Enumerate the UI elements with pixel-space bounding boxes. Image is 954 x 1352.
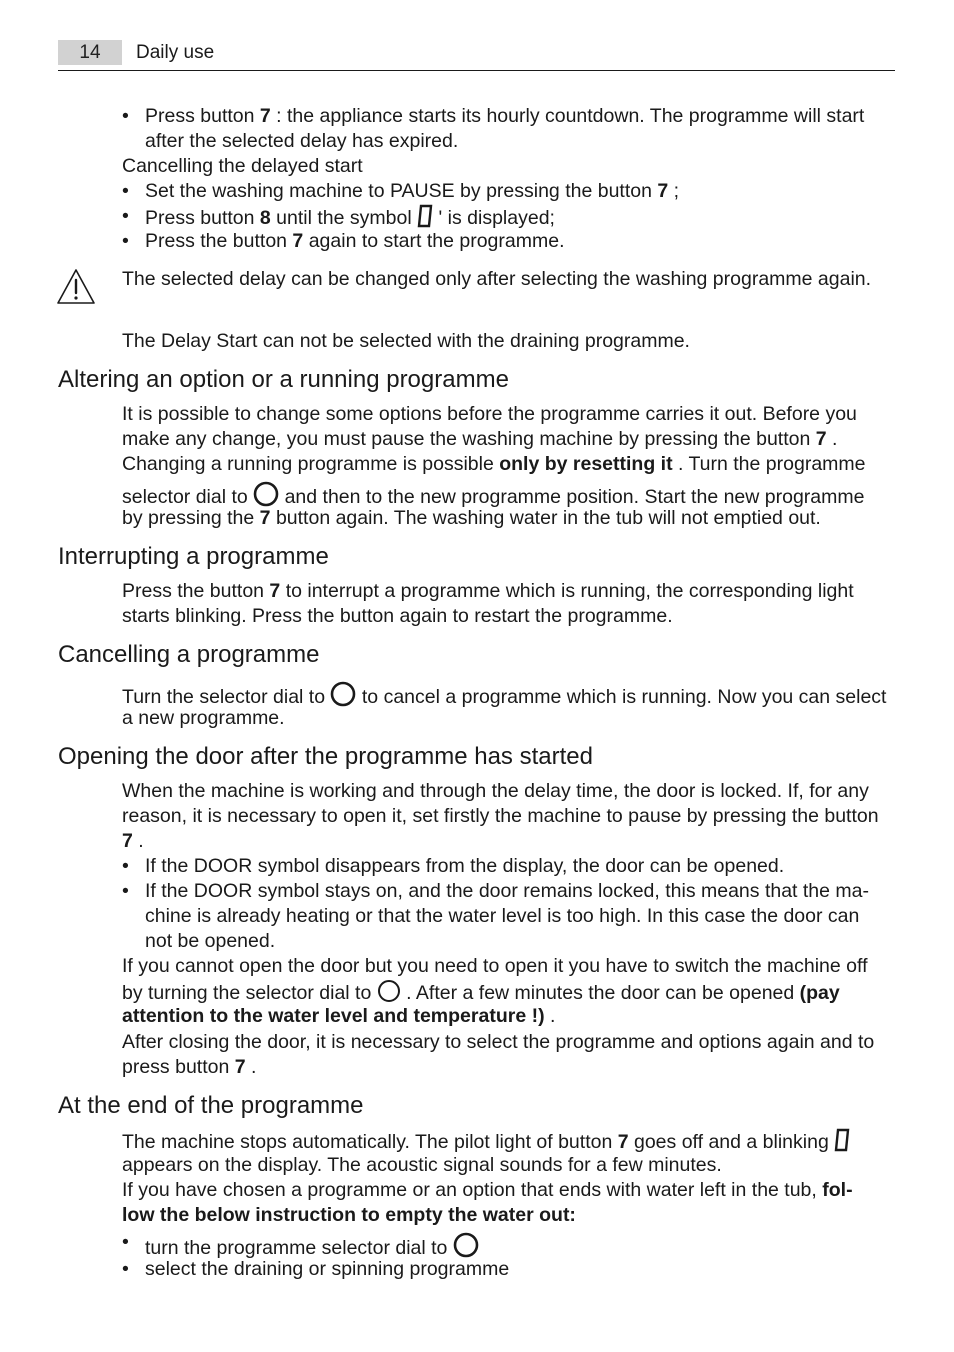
- door-bullet-2: If the DOOR symbol stays on, and the door remains locked, this means that the ma-: [145, 880, 869, 902]
- door-bullet-1: If the DOOR symbol disappears from the display, the door can be opened.: [145, 855, 785, 877]
- door-line-6: attention to the water level and temperature !) .: [122, 1005, 556, 1027]
- zero-digit-icon: [834, 1128, 850, 1152]
- door-line-2: reason, it is necessary to open it, set firstly the machine to pause by pressing the button: [122, 805, 879, 827]
- bullet: •: [122, 880, 129, 902]
- bullet: •: [122, 180, 129, 202]
- cancel-delay-title: Cancelling the delayed start: [122, 155, 363, 177]
- section-title: Daily use: [136, 42, 215, 63]
- bullet: •: [122, 1258, 129, 1280]
- off-circle-icon: [377, 979, 401, 1003]
- off-circle-icon: [253, 481, 279, 507]
- door-line-8: press button 7 .: [122, 1056, 257, 1078]
- zero-digit-icon: [417, 204, 433, 228]
- end-heading: At the end of the programme: [58, 1092, 364, 1119]
- delay-bullet-3: Press button 8 until the symbol ' is displayed;: [145, 204, 555, 231]
- altering-line-5: by pressing the 7 button again. The washing water in the tub will not emptied out.: [122, 507, 821, 529]
- cancelling-line-1: Turn the selector dial to to cancel a programme which is running. Now you can select: [122, 681, 886, 710]
- door-bullet-2-cont: not be opened.: [145, 930, 276, 952]
- delay-bullet-1-cont: after the selected delay has expired.: [145, 130, 459, 152]
- door-line-3: 7 .: [122, 830, 144, 852]
- door-line-1: When the machine is working and through the delay time, the door is locked. If, for any: [122, 780, 869, 802]
- interrupting-line-1: Press the button 7 to interrupt a programme which is running, the corresponding light: [122, 580, 854, 602]
- door-line-5: by turning the selector dial to . After a few minutes the door can be opened (pay: [122, 979, 840, 1006]
- bullet: •: [122, 105, 129, 127]
- cancelling-line-2: a new programme.: [122, 707, 285, 729]
- altering-line-1: It is possible to change some options before the programme carries it out. Before you: [122, 403, 857, 425]
- bullet: •: [122, 205, 129, 227]
- altering-heading: Altering an option or a running programme: [58, 366, 509, 393]
- end-line-1: The machine stops automatically. The pilot light of button 7 goes off and a blinking: [122, 1128, 850, 1155]
- bullet: •: [122, 230, 129, 252]
- end-line-2: appears on the display. The acoustic signal sounds for a few minutes.: [122, 1154, 722, 1176]
- interrupting-line-2: starts blinking. Press the button again to restart the programme.: [122, 605, 673, 627]
- altering-line-2: make any change, you must pause the washing machine by pressing the button 7 .: [122, 428, 838, 450]
- delay-bullet-1: Press button 7 : the appliance starts its hourly countdown. The programme will start: [145, 105, 865, 127]
- warning-text: The selected delay can be changed only after selecting the washing programme again.: [122, 268, 872, 290]
- door-line-4: If you cannot open the door but you need to open it you have to switch the machine off: [122, 955, 868, 977]
- door-bullet-2-cont: chine is already heating or that the water level is too high. In this case the door can: [145, 905, 860, 927]
- interrupting-heading: Interrupting a programme: [58, 543, 329, 570]
- end-line-3: If you have chosen a programme or an option that ends with water left in the tub, fol-: [122, 1179, 853, 1201]
- page-number: 14: [58, 40, 122, 65]
- bullet: •: [122, 1231, 129, 1253]
- bullet: •: [122, 855, 129, 877]
- delay-bullet-4: Press the button 7 again to start the programme.: [145, 230, 565, 252]
- altering-line-3: Changing a running programme is possible only by resetting it . Turn the programme: [122, 453, 866, 475]
- delay-note: The Delay Start can not be selected with the draining programme.: [122, 330, 690, 352]
- door-heading: Opening the door after the programme has started: [58, 743, 593, 770]
- off-circle-icon: [330, 681, 356, 707]
- warning-icon: [56, 268, 96, 306]
- door-line-7: After closing the door, it is necessary to select the programme and options again and to: [122, 1031, 875, 1053]
- page-header: [58, 40, 895, 71]
- end-line-4: low the below instruction to empty the water out:: [122, 1204, 576, 1226]
- cancelling-heading: Cancelling a programme: [58, 641, 320, 668]
- altering-line-4: selector dial to and then to the new programme position. Start the new programme: [122, 481, 864, 510]
- off-circle-icon: [453, 1232, 479, 1258]
- delay-bullet-2: Set the washing machine to PAUSE by pressing the button 7 ;: [145, 180, 680, 202]
- end-bullet-1: turn the programme selector dial to: [145, 1232, 479, 1261]
- end-bullet-2: select the draining or spinning programme: [145, 1258, 510, 1280]
